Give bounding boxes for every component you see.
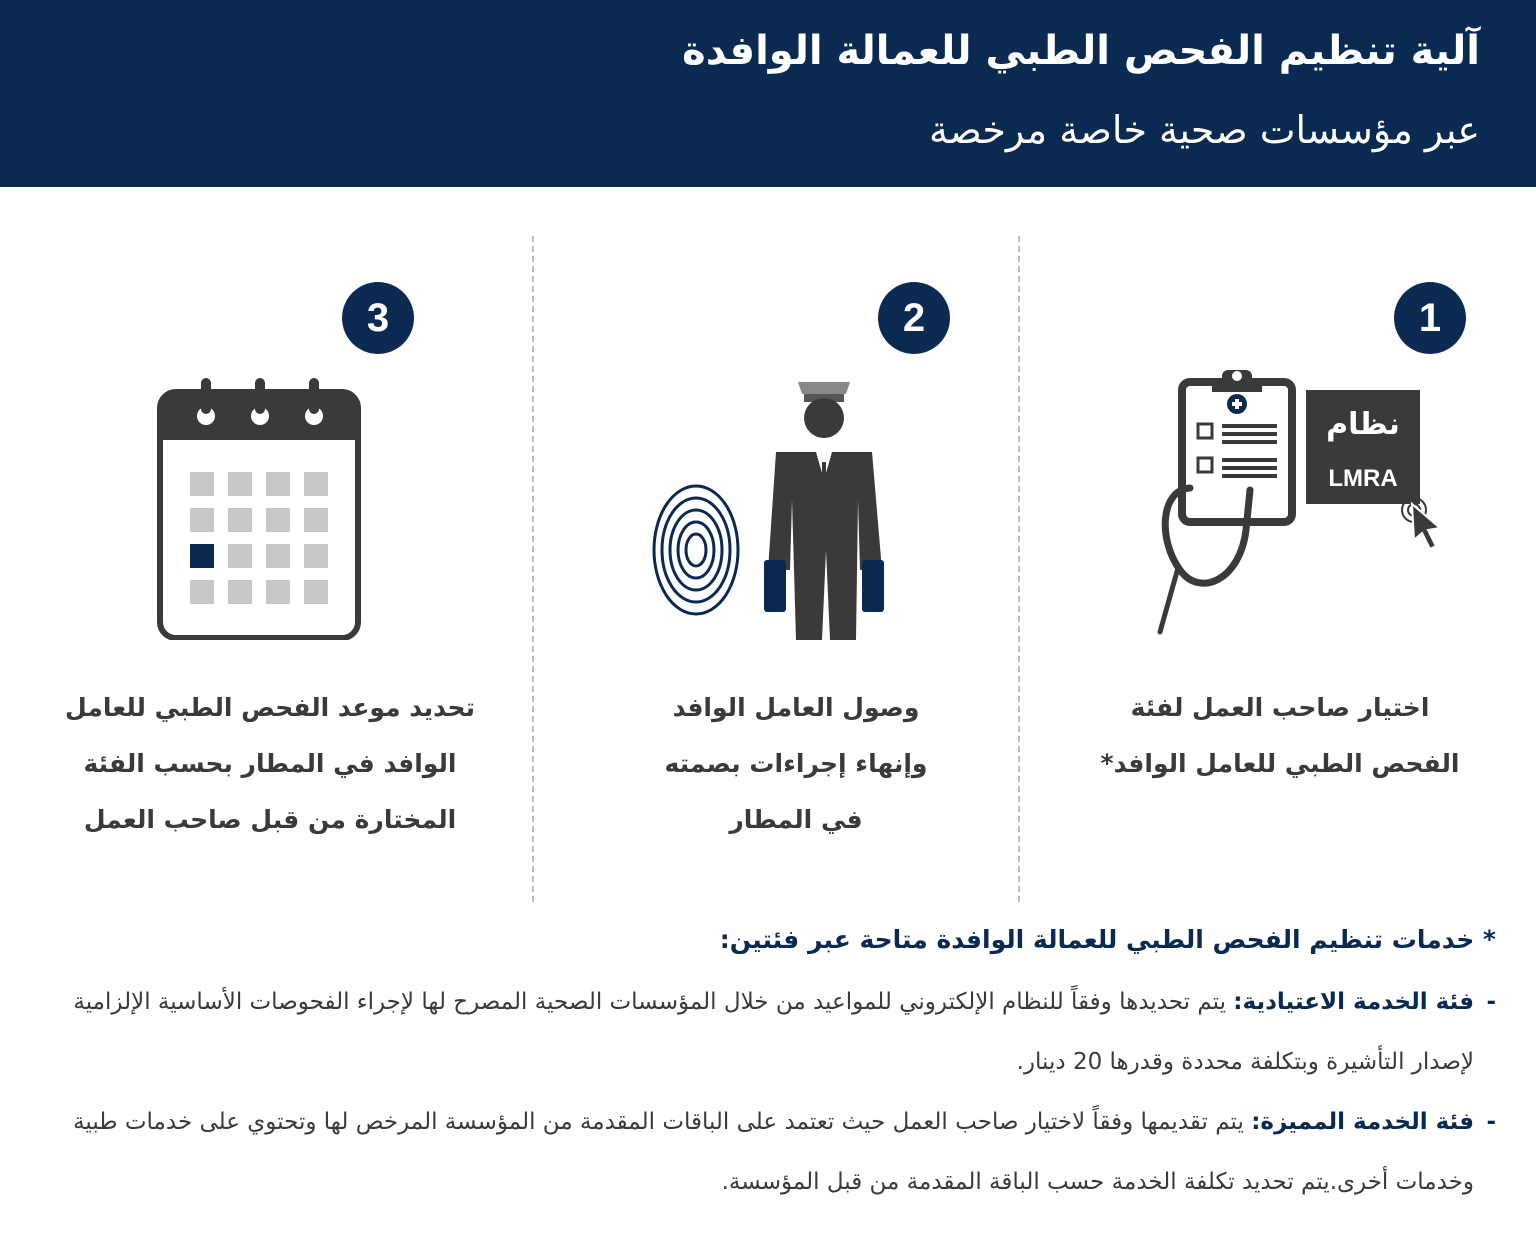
step-line: الفحص الطبي للعامل الوافد* <box>1100 749 1460 778</box>
step-number-badge: 1 <box>1394 282 1466 354</box>
note-dash: - <box>1486 989 1496 1015</box>
notes-section <box>36 925 1496 1212</box>
step-line: الوافد في المطار بحسب الفئة <box>83 749 457 778</box>
step-line: المختارة من قبل صاحب العمل <box>83 805 457 834</box>
step-line: وصول العامل الوافد <box>672 693 920 722</box>
step-1 <box>1040 280 1520 880</box>
system-label: نظام <box>1326 407 1400 442</box>
step-description <box>556 680 1036 848</box>
calendar-icon <box>156 370 366 640</box>
page-title: آلية تنظيم الفحص الطبي للعمالة الوافدة <box>682 28 1480 74</box>
page-subtitle: عبر مؤسسات صحية خاصة مرخصة <box>929 108 1480 152</box>
clipboard-stethoscope-icon <box>1150 370 1450 650</box>
note-label: فئة الخدمة الاعتيادية: <box>1233 989 1474 1015</box>
step-description <box>1040 680 1520 792</box>
step-line: في المطار <box>729 805 863 834</box>
note-label: فئة الخدمة المميزة: <box>1251 1109 1474 1135</box>
step-number-badge: 2 <box>878 282 950 354</box>
step-number-badge: 3 <box>342 282 414 354</box>
column-divider <box>532 236 534 902</box>
header-banner <box>0 0 1536 187</box>
note-text: يتم تحديدها وفقاً للنظام الإلكتروني للمواعيد من خلال المؤسسات الصحية المصرح لها لإجراء الفحوصات الأساسية الإلزامية لإصدار التأشيرة وبتكلفة محددة وقدرها 20 دينار. <box>73 989 1474 1075</box>
step-3 <box>30 280 510 880</box>
worker-fingerprint-icon <box>646 370 906 640</box>
step-line: تحديد موعد الفحص الطبي للعامل <box>65 693 475 722</box>
note-item-premium <box>36 1092 1496 1212</box>
system-name: LMRA <box>1328 465 1398 492</box>
step-line: وإنهاء إجراءات بصمته <box>664 749 928 778</box>
note-dash: - <box>1486 1109 1496 1135</box>
step-2 <box>556 280 1036 880</box>
step-description <box>30 680 510 848</box>
notes-heading: * خدمات تنظيم الفحص الطبي للعمالة الوافدة متاحة عبر فئتين: <box>719 925 1496 954</box>
note-text: يتم تقديمها وفقاً لاختيار صاحب العمل حيث تعتمد على الباقات المقدمة من المؤسسة المرخص لها وتحتوي على خدمات طبية وخدمات أخرى.يتم تحديد تكلفة الخدمة حسب الباقة المقدمة من قبل المؤسسة. <box>73 1109 1474 1195</box>
note-item-standard <box>36 972 1496 1092</box>
step-line: اختيار صاحب العمل لفئة <box>1130 693 1430 722</box>
